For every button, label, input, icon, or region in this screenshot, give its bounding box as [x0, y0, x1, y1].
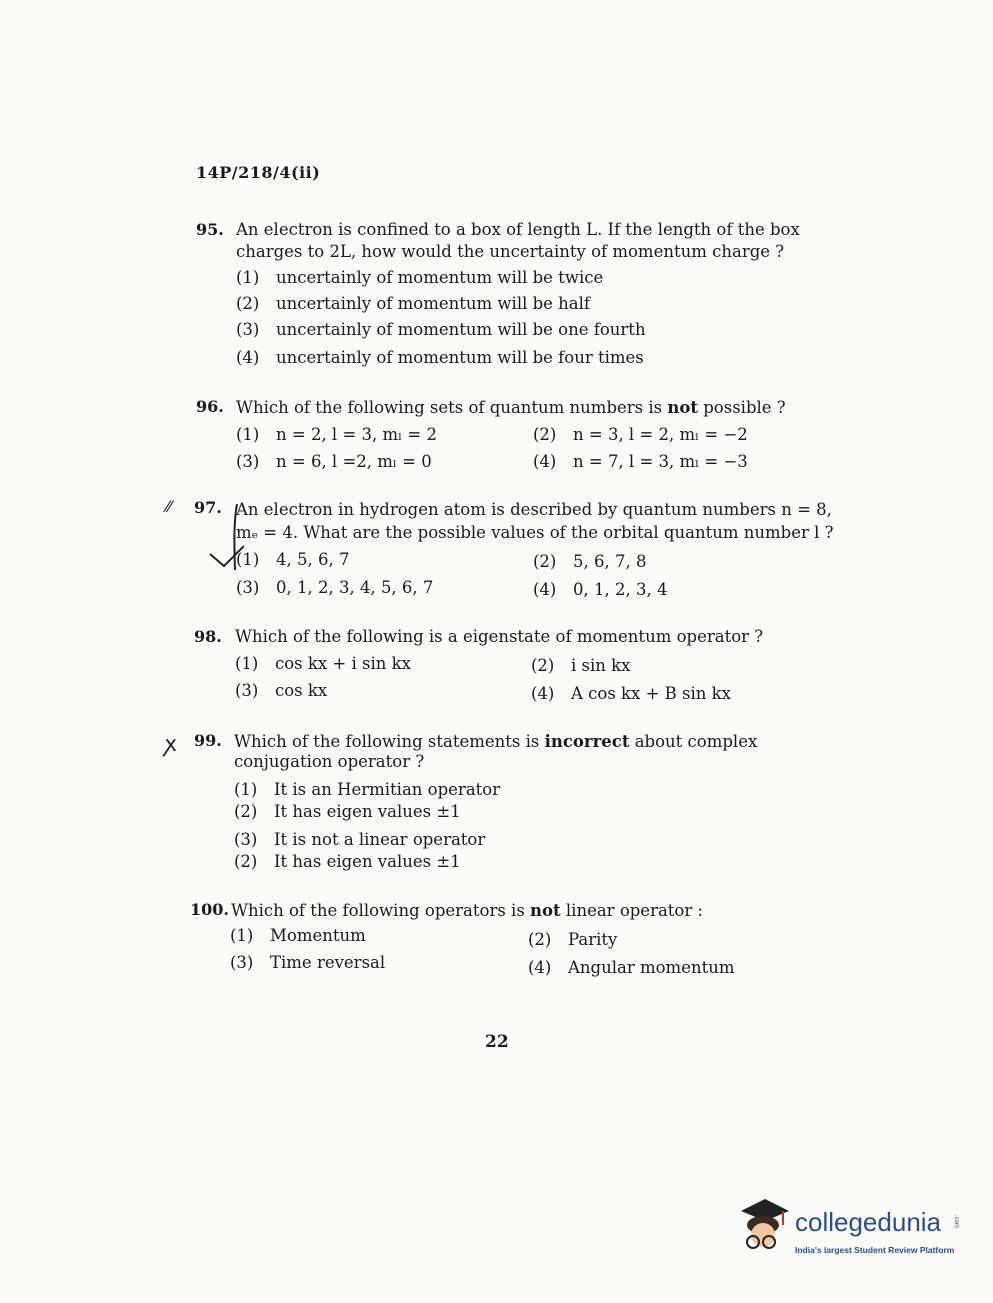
option: (2) It has eigen values ±1 [234, 802, 461, 821]
option: (3) uncertainly of momentum will be one fourth [236, 320, 646, 339]
logo-domain-suffix: .com [953, 1215, 959, 1229]
option: (3) 0, 1, 2, 3, 4, 5, 6, 7 [236, 578, 434, 597]
option: (2) i sin kx [531, 656, 631, 675]
question-text: Which of the following sets of quantum numbers is not possible ? [236, 398, 786, 417]
option: (2) It has eigen values ±1 [234, 852, 461, 871]
option: (4) A cos kx + B sin kx [531, 684, 731, 703]
option: (3) Time reversal [230, 953, 386, 972]
question-text-line2: charges to 2L, how would the uncertainty of momentum charge ? [236, 242, 785, 261]
option: (3) n = 6, l =2, mₗ = 0 [236, 452, 432, 471]
question-text-line1: An electron is confined to a box of length L. If the length of the box [236, 220, 800, 239]
question-text: Which of the following is a eigenstate of momentum operator ? [235, 627, 764, 646]
page-number: 22 [485, 1032, 509, 1052]
option: (3) It is not a linear operator [234, 830, 486, 849]
option: (3) cos kx [235, 681, 328, 700]
option: (2) Parity [528, 930, 618, 949]
option: (4) uncertainly of momentum will be four times [236, 348, 644, 367]
question-number: 95. [196, 220, 224, 239]
question-number: 97. [194, 498, 222, 517]
option: (4) 0, 1, 2, 3, 4 [533, 580, 668, 599]
handwritten-cross-mark: ꭗ [165, 732, 177, 757]
paper-code: 14P/218/4(ii) [196, 163, 321, 182]
option: (1) Momentum [230, 926, 366, 945]
option: (1) n = 2, l = 3, mₗ = 2 [236, 425, 437, 444]
student-mascot-icon [735, 1195, 795, 1265]
question-number: 98. [194, 627, 222, 646]
option: (1) cos kx + i sin kx [235, 654, 411, 673]
question-number: 96. [196, 397, 224, 416]
handwritten-tick-mark: ⁄⁄ [166, 497, 172, 516]
option: (2) n = 3, l = 2, mₗ = −2 [533, 425, 748, 444]
logo-tagline: India's largest Student Review Platform [795, 1245, 955, 1255]
collegedunia-logo[interactable] [735, 1195, 965, 1265]
option: (1) It is an Hermitian operator [234, 780, 501, 799]
option: (2) 5, 6, 7, 8 [533, 552, 647, 571]
question-text: Which of the following operators is not linear operator : [231, 901, 704, 920]
option: (1) uncertainly of momentum will be twice [236, 268, 604, 287]
question-number: 100. [190, 900, 229, 919]
question-text-line2: conjugation operator ? [234, 752, 425, 771]
question-text-line1: An electron in hydrogen atom is described by quantum numbers n = 8, [236, 500, 832, 519]
option: (4) n = 7, l = 3, mₗ = −3 [533, 452, 748, 471]
option: (2) uncertainly of momentum will be half [236, 294, 591, 313]
option: (4) Angular momentum [528, 958, 735, 977]
question-number: 99. [194, 731, 222, 750]
option: (1) 4, 5, 6, 7 [236, 550, 350, 569]
logo-wordmark: collegedunia [795, 1207, 942, 1237]
question-text-line2: mₑ = 4. What are the possible values of the orbital quantum number l ? [236, 523, 834, 542]
question-text-line1: Which of the following statements is incorrect about complex [234, 732, 758, 751]
